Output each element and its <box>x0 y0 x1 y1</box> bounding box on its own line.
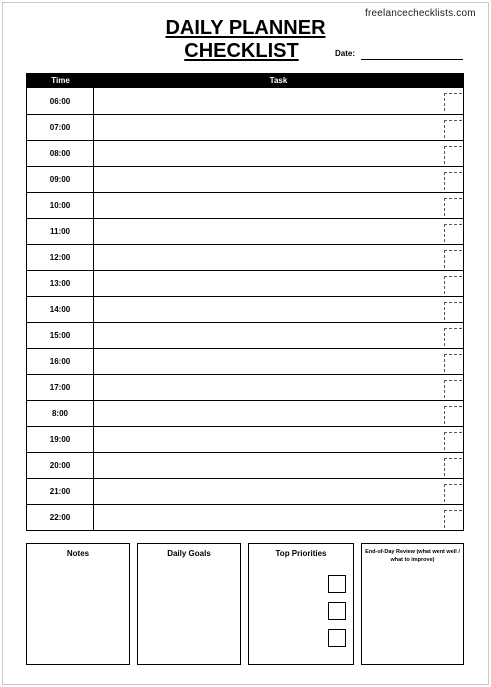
time-cell: 08:00 <box>27 141 94 166</box>
review-title: End-of-Day Review (what went well / what to improve) <box>365 549 460 563</box>
daily-goals-title: Daily Goals <box>167 549 211 558</box>
task-checkbox[interactable] <box>444 510 462 528</box>
top-priorities-title: Top Priorities <box>275 549 327 558</box>
task-checkbox[interactable] <box>444 406 462 424</box>
task-cell[interactable] <box>94 349 463 374</box>
time-cell: 21:00 <box>27 479 94 504</box>
title-text-1: DAILY PLANNER <box>165 17 326 39</box>
task-checkbox[interactable] <box>444 276 462 294</box>
schedule-row <box>27 140 463 166</box>
task-checkbox[interactable] <box>444 328 462 346</box>
time-cell: 15:00 <box>27 323 94 348</box>
schedule-row <box>27 244 463 270</box>
task-cell[interactable] <box>94 141 463 166</box>
task-cell[interactable] <box>94 219 463 244</box>
schedule-row <box>27 192 463 218</box>
task-cell[interactable] <box>94 505 463 530</box>
time-cell: 13:00 <box>27 271 94 296</box>
task-checkbox[interactable] <box>444 172 462 190</box>
task-cell[interactable] <box>94 167 463 192</box>
task-checkbox[interactable] <box>444 432 462 450</box>
task-checkbox[interactable] <box>444 250 462 268</box>
site-url: freelancechecklists.com <box>365 8 476 19</box>
title-text-2: CHECKLIST <box>184 40 299 62</box>
task-cell[interactable] <box>94 115 463 140</box>
page-title-line-1 <box>0 17 491 40</box>
time-cell: 07:00 <box>27 115 94 140</box>
task-checkbox[interactable] <box>444 224 462 242</box>
task-checkbox[interactable] <box>444 93 462 111</box>
task-cell[interactable] <box>94 193 463 218</box>
task-cell[interactable] <box>94 479 463 504</box>
schedule-row <box>27 322 463 348</box>
task-checkbox[interactable] <box>444 146 462 164</box>
task-checkbox[interactable] <box>444 120 462 138</box>
schedule-rows <box>27 88 463 530</box>
schedule-row <box>27 114 463 140</box>
schedule-table <box>26 73 464 531</box>
schedule-header <box>27 74 463 88</box>
schedule-row <box>27 374 463 400</box>
time-cell: 8:00 <box>27 401 94 426</box>
task-cell[interactable] <box>94 323 463 348</box>
time-cell: 09:00 <box>27 167 94 192</box>
task-checkbox[interactable] <box>444 484 462 502</box>
schedule-row <box>27 426 463 452</box>
priority-checkbox[interactable] <box>328 575 346 593</box>
time-cell: 17:00 <box>27 375 94 400</box>
time-cell: 12:00 <box>27 245 94 270</box>
priority-checkbox[interactable] <box>328 602 346 620</box>
task-cell[interactable] <box>94 88 463 114</box>
review-box[interactable] <box>361 543 464 665</box>
task-cell[interactable] <box>94 297 463 322</box>
task-checkbox[interactable] <box>444 380 462 398</box>
schedule-row <box>27 504 463 530</box>
schedule-row <box>27 218 463 244</box>
schedule-row <box>27 88 463 114</box>
time-cell: 11:00 <box>27 219 94 244</box>
time-cell: 19:00 <box>27 427 94 452</box>
time-cell: 16:00 <box>27 349 94 374</box>
task-cell[interactable] <box>94 245 463 270</box>
daily-goals-box[interactable] <box>137 543 241 665</box>
notes-title: Notes <box>66 549 90 558</box>
time-cell: 22:00 <box>27 505 94 530</box>
priority-checkbox[interactable] <box>328 629 346 647</box>
schedule-row <box>27 452 463 478</box>
task-cell[interactable] <box>94 271 463 296</box>
task-cell[interactable] <box>94 453 463 478</box>
schedule-row <box>27 478 463 504</box>
time-cell: 10:00 <box>27 193 94 218</box>
notes-box[interactable] <box>26 543 130 665</box>
task-checkbox[interactable] <box>444 198 462 216</box>
schedule-row <box>27 296 463 322</box>
schedule-row <box>27 400 463 426</box>
task-checkbox[interactable] <box>444 302 462 320</box>
task-checkbox[interactable] <box>444 458 462 476</box>
date-field[interactable] <box>361 59 463 60</box>
task-cell[interactable] <box>94 427 463 452</box>
top-priorities-box <box>248 543 354 665</box>
task-cell[interactable] <box>94 375 463 400</box>
schedule-row <box>27 270 463 296</box>
time-header: Time <box>51 76 70 85</box>
time-cell: 20:00 <box>27 453 94 478</box>
date-label: Date: <box>335 49 356 58</box>
task-checkbox[interactable] <box>444 354 462 372</box>
schedule-row <box>27 166 463 192</box>
task-cell[interactable] <box>94 401 463 426</box>
time-cell: 06:00 <box>27 88 94 114</box>
schedule-row <box>27 348 463 374</box>
task-header: Task <box>269 76 288 85</box>
time-cell: 14:00 <box>27 297 94 322</box>
